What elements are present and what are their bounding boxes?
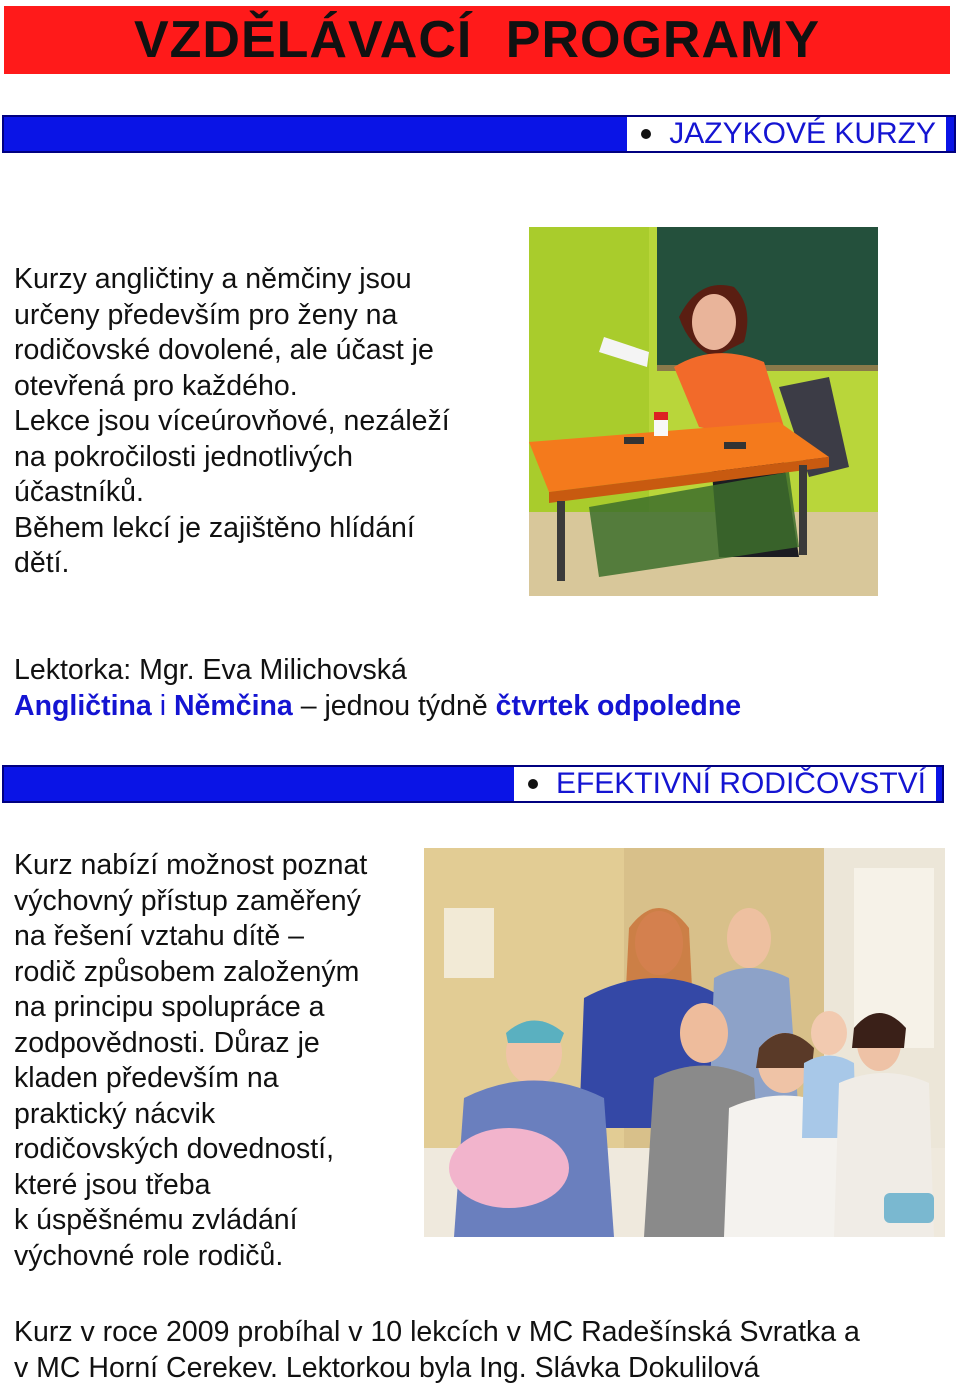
section-bar-language-courses xyxy=(2,115,956,153)
text-line: Lekce jsou víceúrovňové, nezáleží xyxy=(14,405,450,437)
conjunction: i xyxy=(159,690,167,722)
effective-parenting-description xyxy=(14,848,424,1274)
text-line: na principu spolupráce a xyxy=(14,991,325,1023)
text-line: Kurz nabízí možnost poznat xyxy=(14,849,368,881)
language-german: Němčina xyxy=(173,690,293,722)
text-line: v MC Horní Cerekev. Lektorkou byla Ing. Slávka Dokulilová xyxy=(14,1351,760,1384)
text-line: rodič způsobem založeným xyxy=(14,955,360,988)
bullet-icon xyxy=(641,129,651,139)
section-heading-language-courses xyxy=(627,117,946,151)
group-photo xyxy=(424,848,945,1237)
language-courses-description xyxy=(14,262,514,582)
lecturer-text: Lektorka: Mgr. Eva Milichovská xyxy=(14,654,407,686)
text-line: rodičovských dovedností, xyxy=(14,1133,334,1165)
title-banner xyxy=(4,6,950,74)
text-line: na pokročilosti jednotlivých xyxy=(14,440,354,473)
text-line: Kurzy angličtiny a němčiny jsou xyxy=(14,263,412,295)
text-line: k úspěšnému zvládání xyxy=(14,1204,298,1236)
text-line: účastníků. xyxy=(14,476,144,508)
dash: – xyxy=(300,690,317,722)
text-line: kladen především na xyxy=(14,1062,279,1094)
text-line: na řešení vztahu dítě – xyxy=(14,920,304,952)
text-line: Během lekcí je zajištěno hlídání xyxy=(14,511,415,544)
schedule-time: čtvrtek odpoledne xyxy=(495,690,742,722)
text-line: které jsou třeba xyxy=(14,1168,211,1201)
language-english: Angličtina xyxy=(14,690,152,722)
course-history xyxy=(14,1315,954,1386)
schedule-line xyxy=(14,689,954,725)
text-line: Kurz v roce 2009 probíhal v 10 lekcích v MC Radešínská Svratka a xyxy=(14,1316,860,1348)
section-bar-effective-parenting xyxy=(2,765,944,803)
bullet-icon xyxy=(528,779,538,789)
text-line: rodičovské dovolené, ale účast je xyxy=(14,334,434,366)
text-line: dětí. xyxy=(14,547,70,579)
section-heading-effective-parenting xyxy=(514,767,936,801)
section-heading-text: EFEKTIVNÍ RODIČOVSTVÍ xyxy=(555,767,926,800)
text-line: výchovný přístup zaměřený xyxy=(14,884,361,917)
teacher-photo xyxy=(529,227,878,596)
text-line: určeny především pro ženy na xyxy=(14,298,398,331)
text-line: otevřená pro každého. xyxy=(14,369,298,402)
text-line: praktický nácvik xyxy=(14,1097,216,1130)
text-line: zodpovědnosti. Důraz je xyxy=(14,1026,320,1059)
section-heading-text: JAZYKOVÉ KURZY xyxy=(669,117,936,150)
page-title: VZDĚLÁVACÍ PROGRAMY xyxy=(133,11,821,69)
frequency: jednou týdně xyxy=(324,690,488,722)
text-line: výchovné role rodičů. xyxy=(14,1239,284,1272)
lecturer-line xyxy=(14,653,914,689)
